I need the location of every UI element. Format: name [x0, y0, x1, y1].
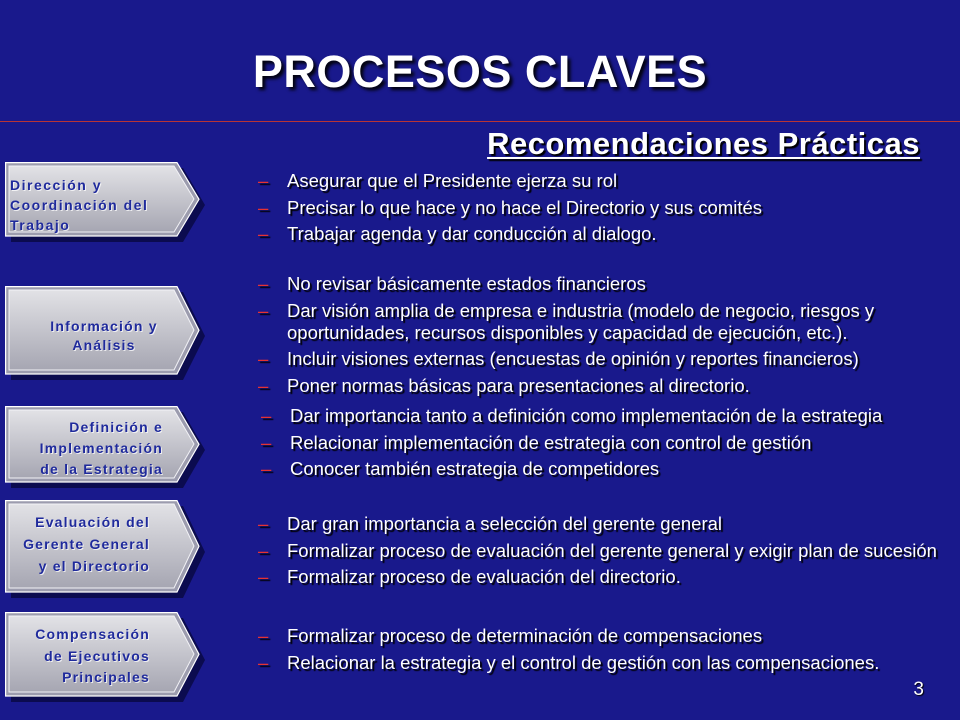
recommendation-item [258, 652, 879, 674]
recommendation-item [261, 432, 882, 454]
recommendation-text: Trabajar agenda y dar conducción al dialogo. [287, 223, 657, 244]
recommendation-text: Formalizar proceso de determinación de compensaciones [287, 625, 763, 646]
bullet-dash: – [258, 566, 269, 587]
bullet-dash: – [258, 273, 269, 294]
recommendation-item [258, 348, 907, 370]
recommendation-text: Relacionar implementación de estrategia con control de gestión [290, 431, 812, 453]
process-label-line: Definición e [69, 419, 163, 435]
recommendation-item [258, 566, 937, 588]
recommendation-item [258, 170, 762, 192]
recommendation-text: Incluir visiones externas (encuestas de opinión y reportes financieros) [287, 348, 859, 369]
recommendation-text: Asegurar que el Presidente ejerza su rol [287, 170, 618, 191]
process-box-label [5, 624, 150, 689]
process-label-line: Información y [50, 318, 158, 334]
recommendation-text: Dar importancia tanto a definición como implementación de la estrategia [290, 405, 883, 426]
process-label-line: Trabajo [10, 217, 71, 233]
process-label-line: Implementación [39, 440, 163, 456]
slide-title: PROCESOS CLAVES [252, 46, 708, 97]
recommendation-item [258, 625, 879, 647]
recommendation-item [258, 375, 907, 397]
bullet-dash: – [258, 625, 269, 646]
recommendation-text: Dar gran importancia a selección del gerente general [287, 513, 723, 534]
bullet-dash: – [261, 405, 272, 426]
process-box-direccion [5, 162, 205, 242]
recommendations-list-informacion [258, 273, 907, 401]
process-label-line: de Ejecutivos [44, 647, 150, 664]
process-box-estrategia [5, 406, 205, 488]
bullet-dash: – [261, 431, 272, 453]
bullet-dash: – [258, 223, 269, 244]
recommendations-list-compensacion [258, 625, 879, 678]
recommendation-item [258, 513, 937, 535]
process-label-line: Compensación [35, 626, 150, 642]
process-box-informacion [5, 286, 205, 380]
bullet-dash: – [258, 374, 269, 396]
recommendation-text: Conocer también estrategia de competidores [290, 458, 660, 479]
process-box-compensacion [5, 612, 205, 702]
recommendations-list-estrategia [261, 405, 882, 485]
process-label-line: Principales [62, 669, 150, 685]
recommendation-item [258, 300, 907, 344]
process-label-line: y el Directorio [38, 558, 150, 574]
slide-subtitle: Recomendaciones Prácticas [487, 126, 920, 161]
recommendations-list-evaluacion [258, 513, 937, 593]
bullet-dash: – [258, 651, 269, 673]
page-number: 3 [913, 679, 924, 700]
recommendation-text: Dar visión amplia de empresa e industria (modelo de negocio, riesgos y oportunidades, recursos disponibles y capacidad de ejecución, etc.). [287, 299, 875, 343]
recommendation-item [258, 540, 937, 562]
recommendations-list-direccion [258, 170, 762, 250]
process-label-line: de la Estrategia [40, 461, 163, 477]
title-rule [0, 121, 960, 122]
recommendation-text: Relacionar la estrategia y el control de gestión con las compensaciones. [287, 651, 880, 673]
process-box-evaluacion [5, 500, 205, 598]
bullet-dash: – [258, 299, 269, 321]
process-box-label [5, 317, 203, 355]
bullet-dash: – [258, 348, 269, 369]
process-label-line: Dirección y [10, 177, 102, 193]
bullet-dash: – [261, 458, 272, 479]
process-label-line: Gerente General [23, 536, 150, 552]
bullet-dash: – [258, 196, 269, 218]
process-box-label [5, 417, 163, 480]
recommendation-item [258, 223, 762, 245]
recommendation-text: Precisar lo que hace y no hace el Directorio y sus comités [287, 196, 763, 218]
recommendation-text: No revisar básicamente estados financieros [287, 273, 646, 294]
recommendation-item [258, 273, 907, 295]
process-box-label [10, 175, 148, 235]
process-label-line: Coordinación del [10, 197, 149, 213]
recommendation-item [258, 197, 762, 219]
recommendation-text: Formalizar proceso de evaluación del directorio. [287, 566, 681, 587]
recommendation-text: Poner normas básicas para presentaciones al directorio. [287, 374, 750, 396]
recommendation-item [261, 458, 882, 480]
process-label-line: Análisis [72, 337, 136, 353]
recommendation-item [261, 405, 882, 427]
process-box-label [5, 511, 150, 577]
bullet-dash: – [258, 170, 269, 191]
bullet-dash: – [258, 539, 269, 561]
process-label-line: Evaluación del [35, 514, 150, 530]
recommendation-text: Formalizar proceso de evaluación del gerente general y exigir plan de sucesión [287, 539, 937, 561]
bullet-dash: – [258, 513, 269, 534]
